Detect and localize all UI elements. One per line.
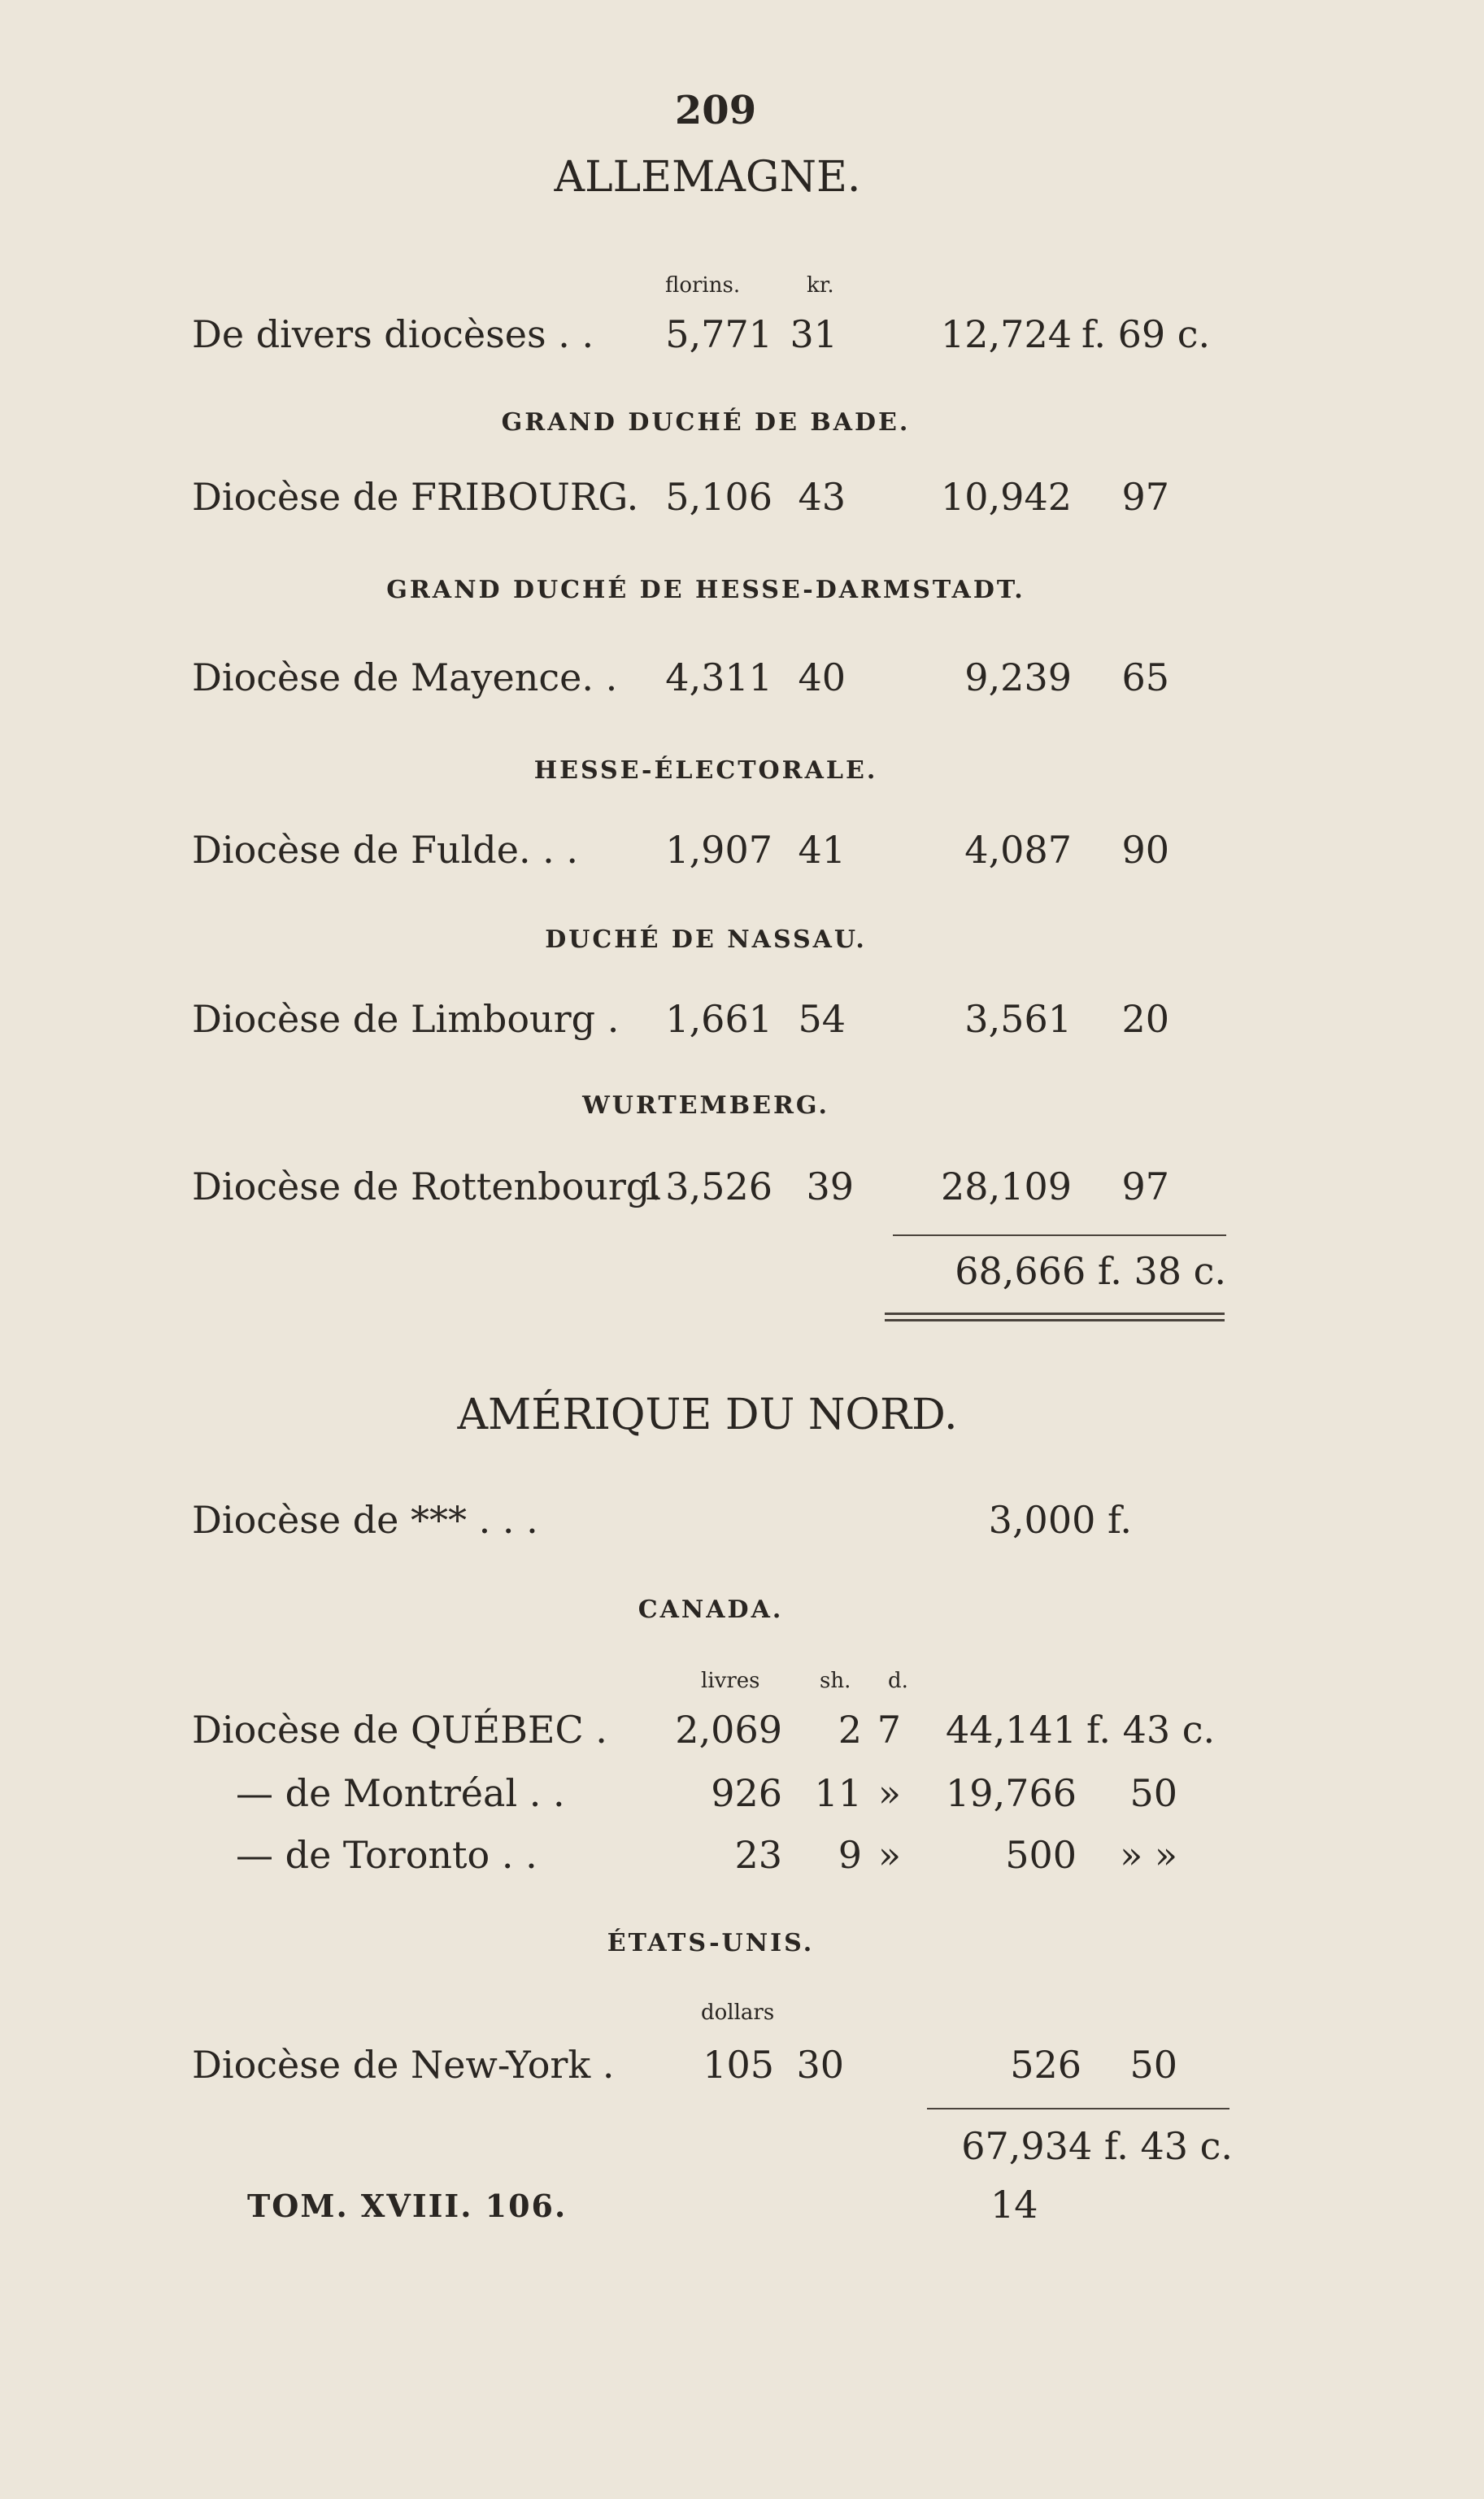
- row-centimes: » »: [1120, 1833, 1177, 1877]
- subheading-bade: GRAND DUCHÉ DE BADE.: [501, 408, 911, 437]
- row-florins: 1,907: [665, 828, 772, 872]
- row-label: Diocèse de *** . . .: [192, 1498, 538, 1542]
- row-florins: 1,661: [665, 997, 772, 1041]
- row-label: Diocèse de New-York .: [192, 2043, 615, 2087]
- row-francs: 12,724: [941, 312, 1072, 356]
- row-francs: 526: [1010, 2043, 1081, 2087]
- row-label: Diocèse de FRIBOURG.: [192, 475, 639, 519]
- unit-livres: livres: [701, 1669, 760, 1693]
- row-centimes: f. 43 c.: [1086, 1708, 1216, 1752]
- unit-pence: d.: [888, 1669, 908, 1693]
- row-francs: 10,942: [941, 475, 1072, 519]
- row-label: — de Toronto . .: [236, 1833, 537, 1877]
- row-dollars: 105: [703, 2043, 774, 2087]
- row-kr: 39: [806, 1165, 854, 1208]
- row-centimes: f. 69 c.: [1081, 312, 1211, 356]
- row-livres: 926: [711, 1771, 782, 1815]
- row-label: Diocèse de Fulde. . .: [192, 828, 579, 872]
- row-kr: 31: [790, 312, 838, 356]
- footer-signature: TOM. XVIII. 106.: [247, 2188, 568, 2224]
- row-centimes: 50: [1129, 1771, 1177, 1815]
- row-centimes: 65: [1121, 655, 1169, 699]
- unit-shillings: sh.: [820, 1669, 851, 1693]
- row-label: — de Montréal . .: [236, 1771, 565, 1815]
- row-label: Diocèse de Mayence. .: [192, 655, 618, 699]
- row-label: Diocèse de Rottenbourg.: [192, 1165, 662, 1208]
- row-label: Diocèse de Limbourg .: [192, 997, 620, 1041]
- row-francs: 28,109: [941, 1165, 1072, 1208]
- row-cents: 30: [796, 2043, 844, 2087]
- row-florins: 5,106: [665, 475, 772, 519]
- row-centimes: 97: [1121, 1165, 1169, 1208]
- row-pence: »: [877, 1771, 901, 1815]
- row-pence: 7: [877, 1708, 901, 1752]
- row-centimes: 97: [1121, 475, 1169, 519]
- unit-dollars: dollars: [701, 2001, 775, 2025]
- subheading-wurtemberg: WURTEMBERG.: [582, 1091, 829, 1120]
- row-florins: 13,526: [642, 1165, 772, 1208]
- row-florins: 4,311: [665, 655, 772, 699]
- row-shillings: 2: [838, 1708, 862, 1752]
- row-kr: 54: [798, 997, 846, 1041]
- unit-florins: florins.: [665, 273, 741, 298]
- total-allemagne: 68,666 f. 38 c.: [955, 1249, 1226, 1293]
- unit-kr: kr.: [807, 273, 834, 298]
- double-rule-bottom: [885, 1319, 1225, 1321]
- footer-sheet-number: 14: [990, 2183, 1038, 2227]
- row-kr: 40: [798, 655, 846, 699]
- row-shillings: 9: [838, 1833, 862, 1877]
- row-kr: 41: [798, 828, 846, 872]
- row-florins: 5,771: [665, 312, 772, 356]
- row-label: Diocèse de QUÉBEC .: [192, 1708, 607, 1752]
- total-amerique: 67,934 f. 43 c.: [961, 2124, 1233, 2168]
- sum-rule: [893, 1234, 1226, 1236]
- page-number: 209: [674, 88, 757, 133]
- subheading-hesse-darmstadt: GRAND DUCHÉ DE HESSE-DARMSTADT.: [386, 576, 1025, 604]
- row-livres: 23: [734, 1833, 782, 1877]
- row-francs: 9,239: [964, 655, 1072, 699]
- section-title-amerique: AMÉRIQUE DU NORD.: [457, 1391, 958, 1439]
- row-kr: 43: [798, 475, 846, 519]
- subheading-etats-unis: ÉTATS-UNIS.: [607, 1929, 815, 1957]
- row-francs: 19,766: [946, 1771, 1077, 1815]
- subheading-hesse-electorale: HESSE-ÉLECTORALE.: [533, 756, 878, 785]
- row-amount: 3,000 f.: [988, 1498, 1132, 1542]
- sum-rule: [927, 2108, 1229, 2109]
- row-centimes: 90: [1121, 828, 1169, 872]
- row-centimes: 20: [1121, 997, 1169, 1041]
- row-shillings: 11: [814, 1771, 862, 1815]
- row-francs: 3,561: [964, 997, 1072, 1041]
- subheading-canada: CANADA.: [638, 1596, 784, 1624]
- subheading-nassau: DUCHÉ DE NASSAU.: [545, 925, 867, 954]
- row-francs: 44,141: [946, 1708, 1077, 1752]
- row-livres: 2,069: [675, 1708, 782, 1752]
- row-pence: »: [877, 1833, 901, 1877]
- double-rule-top: [885, 1313, 1225, 1315]
- row-label: De divers diocèses . .: [192, 312, 594, 356]
- row-centimes: 50: [1129, 2043, 1177, 2087]
- row-francs: 500: [1005, 1833, 1077, 1877]
- row-francs: 4,087: [964, 828, 1072, 872]
- section-title-allemagne: ALLEMAGNE.: [554, 153, 861, 202]
